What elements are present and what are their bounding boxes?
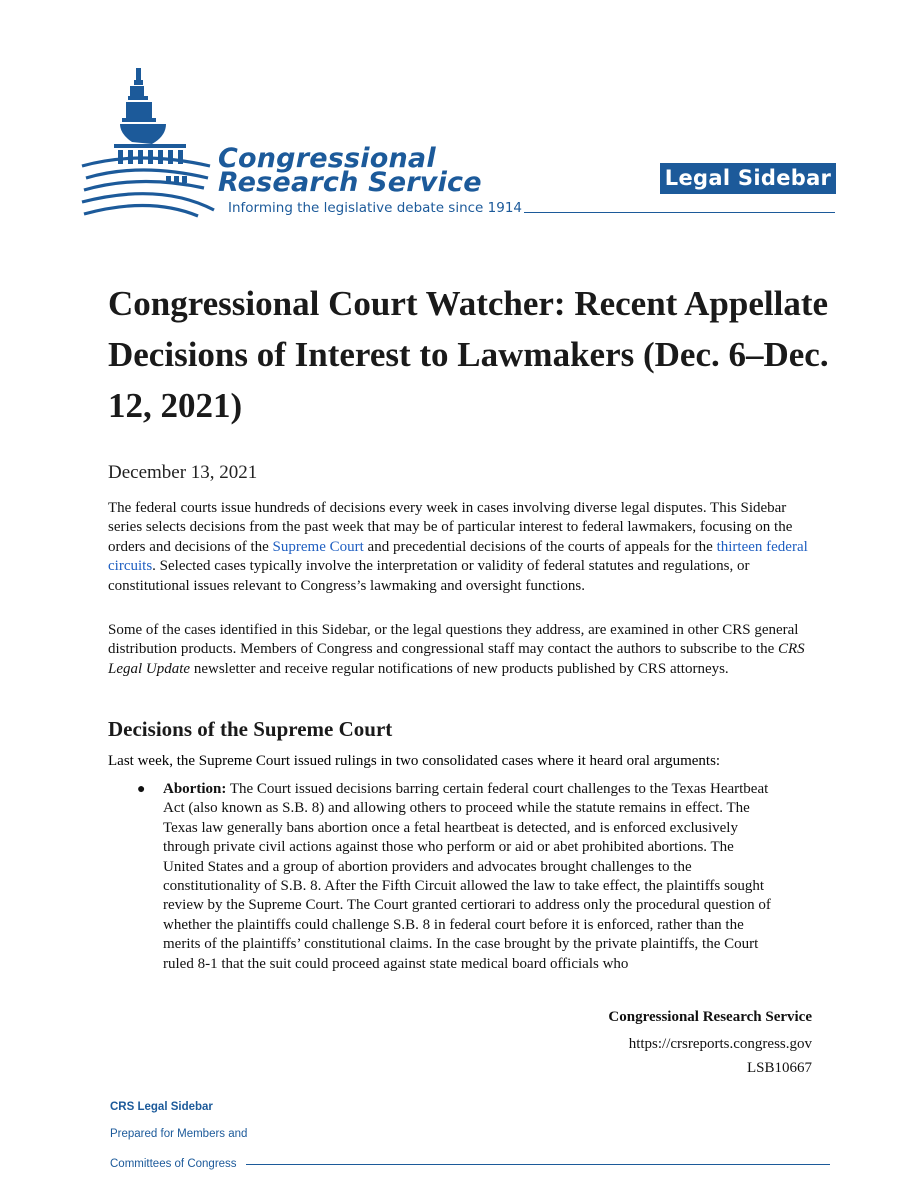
products-paragraph [108,621,818,679]
legal-sidebar-badge: Legal Sidebar [660,163,836,194]
publication-date: December 13, 2021 [108,462,258,483]
footer-committees: Committees of Congress [110,1158,237,1170]
bullet-icon: ● [137,782,146,797]
section-intro: Last week, the Supreme Court issued rulings in two consolidated cases where it heard oral arguments: [108,753,721,769]
footer-divider [246,1164,830,1165]
crs-logo [80,66,540,226]
footer-report-id: LSB10667 [746,1060,812,1076]
federal-circuits-link[interactable]: thirteen federal circuits [108,538,808,575]
crs-legal-update-title: CRS Legal Update [108,641,805,677]
intro-paragraph [108,499,818,596]
para1-text-a: The federal courts issue hundreds of decisions every week in cases involving diverse legal disputes. This Sidebar series selects decisions from the past week that may be of particular interest to federal lawmakers, focusing on the orders and decisions of the [108,500,793,555]
footer-series-name: CRS Legal Sidebar [110,1101,213,1113]
header-divider [524,212,835,213]
list-item [137,780,777,974]
org-tagline: Informing the legislative debate since 1914 [228,200,523,216]
para2-text-b: newsletter and receive regular notifications of new products published by CRS attorneys. [190,660,729,677]
case-list [137,780,777,974]
footer-org-name: Congressional Research Service [608,1009,812,1025]
footer-url-link[interactable]: https://crsreports.congress.gov [628,1036,812,1052]
document-title: Congressional Court Watcher: Recent Appellate Decisions of Interest to Lawmakers (Dec. 6–Dec. 12, 2021) [108,284,829,425]
para1-text-b: and precedential decisions of the courts of appeals for the [363,538,717,555]
section-heading: Decisions of the Supreme Court [108,717,393,741]
case-label: Abortion: [163,781,227,797]
org-name-line2: Research Service [218,167,482,198]
case-text: The Court issued decisions barring certain federal court challenges to the Texas Heartbeat Act (also known as S.B. 8) and allowing others to proceed while the statute remains in effect. The Texas law generally bans abortion once a fetal heartbeat is detected, and is enforced exclusively through private civil actions against those who perform or aid or abet prohibited abortions. The United States and a group of abortion providers and advocates brought challenges to the constitutionality of S.B. 8. After the Fifth Circuit allowed the law to take effect, the plaintiffs sought review by the Supreme Court. The Court granted certiorari to address only the procedural question of whether the plaintiffs could challenge S.B. 8 in federal court before it is enforced, rather than the merits of the plaintiffs’ constitutional claims. In the case brought by the private plaintiffs, the Court ruled 8-1 that the suit could proceed against state medical board officials who [163,781,771,972]
supreme-court-link[interactable]: Supreme Court [272,538,364,555]
para1-text-c: . Selected cases typically involve the interpretation or validity of federal statutes and regulations, or constitutional issues relevant to Congress’s lawmaking and oversight functions. [108,558,750,594]
org-name-line1: Congressional [218,143,436,174]
para2-text-a: Some of the cases identified in this Sidebar, or the legal questions they address, are examined in other CRS general distribution products. Members of Congress and congressional staff may contact the authors to subscribe to the [108,622,799,658]
footer-prepared-for: Prepared for Members and [110,1128,248,1140]
